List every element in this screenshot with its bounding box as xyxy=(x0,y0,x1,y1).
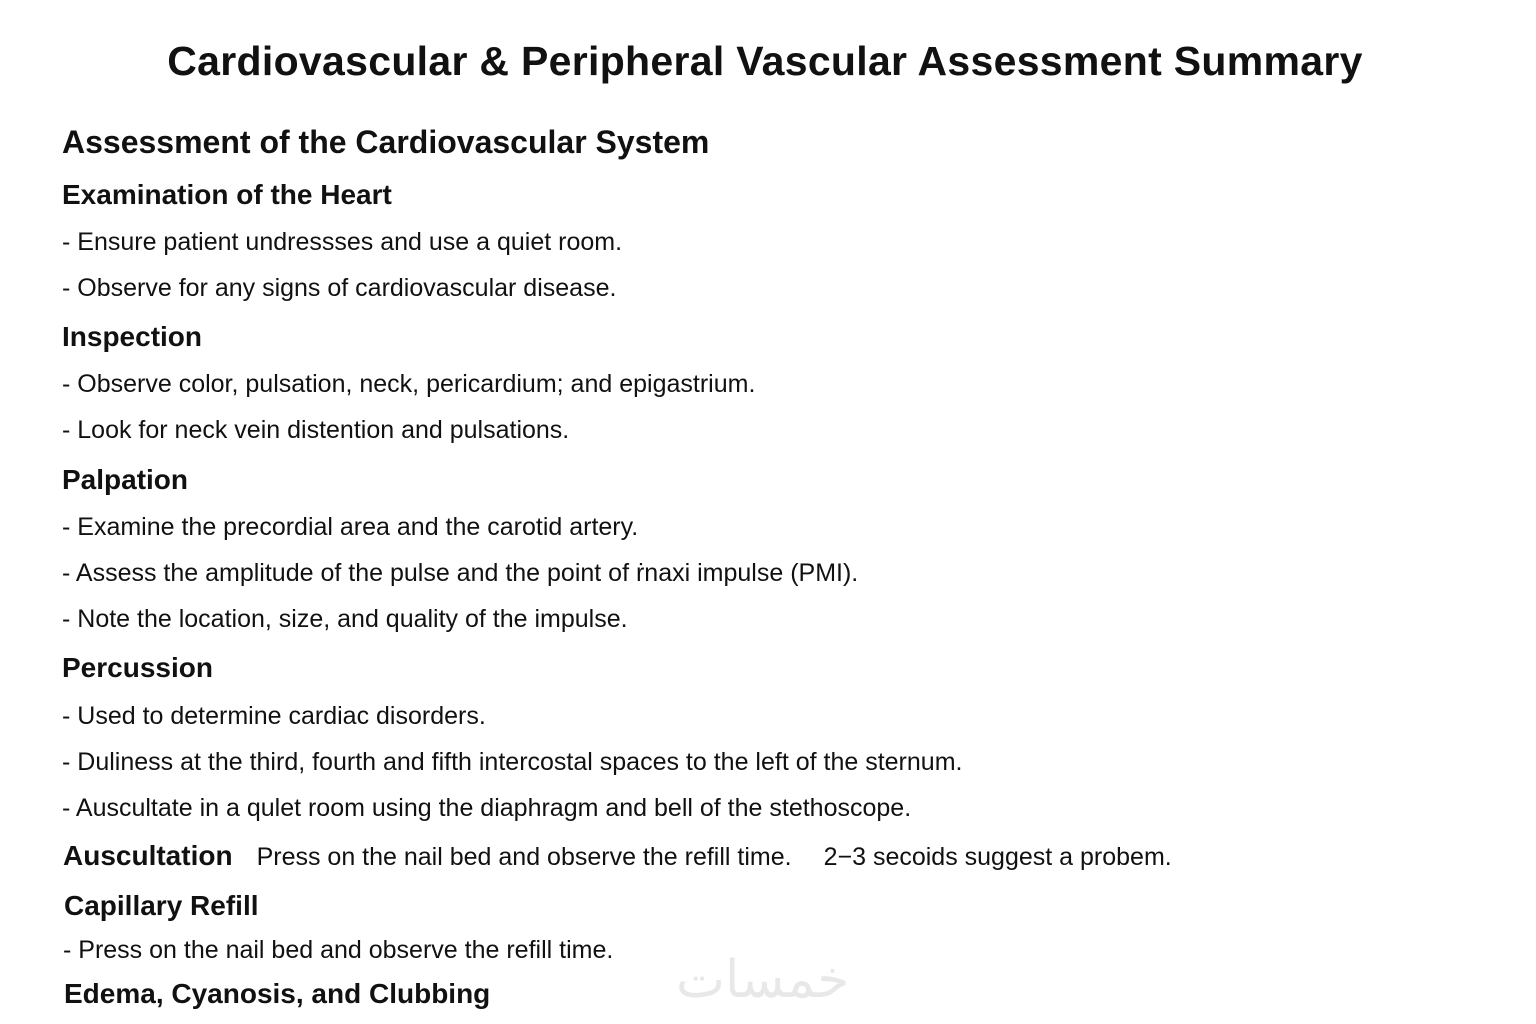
auscultation-row xyxy=(63,840,1172,872)
watermark: خمسات xyxy=(676,950,850,1010)
inspection-heading: Inspection xyxy=(62,321,203,352)
examination-item: - Ensure patient undressses and use a quiet room. xyxy=(62,228,623,256)
percussion-item: - Duliness at the third, fourth and fifth intercostal spaces to the left of the sternum. xyxy=(62,748,963,776)
auscultation-note: 2−3 secoids suggest a probem. xyxy=(823,843,1172,871)
palpation-heading: Palpation xyxy=(62,464,189,495)
page-title: Cardiovascular & Peripheral Vascular Assessment Summary xyxy=(167,38,1363,84)
edema-heading: Edema, Cyanosis, and Clubbing xyxy=(64,978,491,1009)
palpation-item: - Note the location, size, and quality of the impulse. xyxy=(62,605,628,633)
inspection-item: - Look for neck vein distention and pulsations. xyxy=(62,416,570,444)
examination-item: - Observe for any signs of cardiovascular disease. xyxy=(62,274,617,302)
percussion-heading: Percussion xyxy=(62,652,213,683)
inspection-item: - Observe color, pulsation, neck, pericardium; and epigastrium. xyxy=(62,370,756,398)
auscultation-heading: Auscultation xyxy=(63,840,233,871)
palpation-item: - Assess the amplitude of the pulse and the point of ṙnaxi impulse (PMI). xyxy=(62,559,859,587)
percussion-item: - Used to determine cardiac disorders. xyxy=(62,702,486,730)
palpation-item: - Examine the precordial area and the carotid artery. xyxy=(62,513,639,541)
section-heading: Assessment of the Cardiovascular System xyxy=(62,124,710,160)
auscultation-text: Press on the nail bed and observe the refill time. xyxy=(256,843,792,871)
examination-heading: Examination of the Heart xyxy=(62,179,392,210)
capillary-refill-heading: Capillary Refill xyxy=(64,890,259,921)
percussion-item: - Auscultate in a qulet room using the diaphragm and bell of the stethoscope. xyxy=(62,794,912,822)
capillary-refill-item: - Press on the nail bed and observe the refill time. xyxy=(63,936,614,964)
